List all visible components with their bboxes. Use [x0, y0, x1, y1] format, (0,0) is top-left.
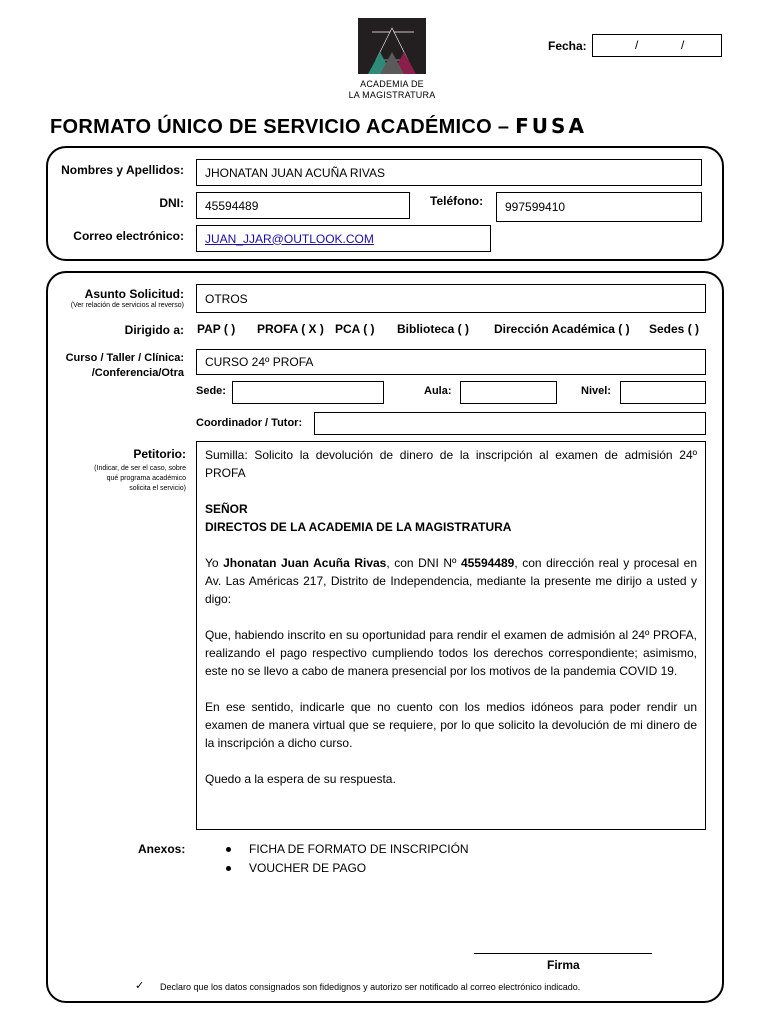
dirigido-option-pap[interactable]: PAP ( ): [197, 322, 236, 336]
anexos-label: Anexos:: [138, 842, 186, 856]
petitorio-cierre: Quedo a la espera de su respuesta.: [205, 772, 396, 786]
aula-field[interactable]: [460, 381, 557, 404]
sede-label: Sede:: [196, 385, 226, 397]
correo-label: Correo electrónico:: [73, 229, 184, 243]
fecha-field[interactable]: [592, 34, 722, 57]
logo-triangles-icon: [358, 18, 426, 74]
petitorio-note-line: qué programa académico: [106, 475, 186, 482]
petitorio-identificacion: [205, 554, 697, 608]
correo-field[interactable]: [196, 225, 491, 252]
sede-field[interactable]: [232, 381, 384, 404]
dirigido-option-sedes[interactable]: Sedes ( ): [649, 322, 700, 336]
anexo-text: VOUCHER DE PAGO: [249, 861, 367, 875]
checkmark-icon: ✓: [135, 980, 145, 992]
nombres-field[interactable]: JHONATAN JUAN ACUÑA RIVAS: [196, 159, 702, 186]
petitorio-sumilla: Sumilla: Solicito la devolución de dinero de la inscripción al examen de admisión 24º PROFA: [205, 448, 697, 480]
dni-field[interactable]: 45594489: [196, 192, 410, 219]
curso-label: [50, 351, 184, 381]
firma-label: Firma: [547, 958, 580, 972]
asunto-label: Asunto Solicitud:: [84, 287, 184, 301]
petitorio-note: [50, 464, 186, 494]
ident-dni: 45594489: [460, 556, 515, 570]
curso-field[interactable]: CURSO 24º PROFA: [196, 349, 706, 375]
petitorio-note-line: (Indicar, de ser el caso, sobre: [94, 465, 186, 472]
ident-part: Yo: [205, 556, 224, 570]
nombres-label: Nombres y Apellidos:: [61, 163, 184, 177]
title-text: FORMATO ÚNICO DE SERVICIO ACADÉMICO –: [50, 116, 516, 138]
dirigido-option-profa[interactable]: PROFA ( X ): [257, 322, 324, 336]
petitorio-textarea[interactable]: [196, 441, 706, 830]
asunto-field[interactable]: OTROS: [196, 284, 706, 313]
petitorio-note-line: solicita el servicio): [129, 485, 186, 492]
fecha-separator: /: [635, 38, 639, 52]
dni-label: DNI:: [159, 196, 184, 210]
logo-caption: [330, 79, 454, 101]
destinatario-line-1: SEÑOR: [205, 502, 248, 516]
dirigido-option-direccion[interactable]: Dirección Académica ( ): [494, 322, 630, 336]
coordinador-field[interactable]: [314, 412, 706, 435]
curso-label-line-1: Curso / Taller / Clínica:: [65, 352, 184, 364]
academy-logo: [358, 18, 426, 74]
bullet-icon: [226, 847, 231, 852]
correo-link[interactable]: JUAN_JJAR@OUTLOOK.COM: [205, 231, 374, 246]
anexo-item: [226, 861, 366, 875]
nivel-field[interactable]: [620, 381, 706, 404]
bullet-icon: [226, 866, 231, 871]
fecha-separator: /: [681, 38, 685, 52]
dirigido-label: Dirigido a:: [124, 323, 184, 337]
aula-label: Aula:: [424, 385, 452, 397]
destinatario-line-2: DIRECTOS DE LA ACADEMIA DE LA MAGISTRATURA: [205, 520, 512, 534]
curso-label-line-2: /Conferencia/Otra: [91, 367, 184, 379]
telefono-label: Teléfono:: [430, 194, 484, 208]
logo-line-1: ACADEMIA DE: [360, 79, 424, 89]
nivel-label: Nivel:: [581, 385, 611, 397]
dirigido-option-biblioteca[interactable]: Biblioteca ( ): [397, 322, 470, 336]
petitorio-destinatario: [205, 500, 697, 536]
ident-nombre: Jhonatan Juan Acuña Rivas: [223, 556, 387, 570]
petitorio-pedido: En ese sentido, indicarle que no cuento con los medios idóneos para poder rendir un examen de manera virtual que se requiere, por lo que solicito la devolución de mi dinero de la inscripción a dicho curso.: [205, 700, 697, 750]
title-code: FUSA: [515, 114, 587, 138]
asunto-note: (Ver relación de servicios al reverso): [70, 302, 184, 309]
anexo-item: [226, 842, 469, 856]
signature-line: [474, 953, 652, 954]
petitorio-label: Petitorio:: [133, 447, 186, 461]
fecha-label: Fecha:: [548, 39, 587, 53]
page-title: [50, 114, 587, 139]
ident-part: , con dirección real y procesal en Av. Las Américas 217, Distrito de Independencia, mediante la presente me dirijo a usted y digo:: [205, 556, 697, 606]
petitorio-fundamento: Que, habiendo inscrito en su oportunidad para rendir el examen de admisión al 24º PROFA, realizando el pago respectivo cumpliendo todos los derechos correspondiente; asimismo, este no se llevo a cabo de manera presencial por los motivos de la pandemia COVID 19.: [205, 628, 697, 678]
anexo-text: FICHA DE FORMATO DE INSCRIPCIÓN: [249, 842, 469, 856]
ident-part: , con DNI Nº: [386, 556, 461, 570]
logo-line-2: LA MAGISTRATURA: [348, 90, 436, 100]
declaracion-text: Declaro que los datos consignados son fidedignos y autorizo ser notificado al correo electrónico indicado.: [160, 982, 581, 992]
coordinador-label: Coordinador / Tutor:: [196, 417, 303, 429]
dirigido-option-pca[interactable]: PCA ( ): [335, 322, 375, 336]
telefono-field[interactable]: 997599410: [496, 192, 702, 222]
